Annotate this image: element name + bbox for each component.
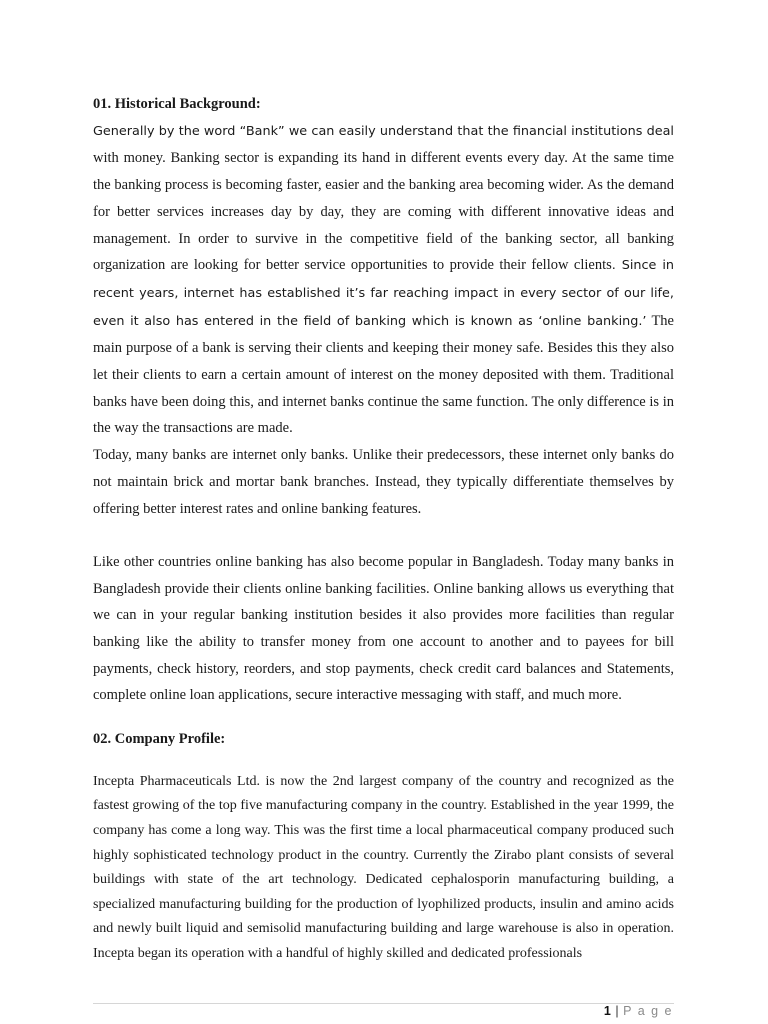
- page-content: [93, 91, 674, 967]
- paragraph-spacer: [93, 753, 674, 770]
- paragraph-banking-intro-part3: . Since in recent years, internet has established it’s far reaching impact in every sector of our life, even it also has entered in the field of banking which is known as ‘online banking.’: [93, 258, 674, 329]
- paragraph-spacer: [93, 709, 674, 726]
- paragraph-internet-only-banks: Today, many banks are internet only banks. Unlike their predecessors, these internet only banks do not maintain brick and mortar bank branches. Instead, they typically differentiate themselves by offering better interest rates and online banking features.: [93, 447, 674, 517]
- paragraph-banking-intro: [93, 118, 674, 442]
- page-footer: [604, 1004, 673, 1018]
- footer-separator: |: [615, 1004, 621, 1018]
- section-heading-company-profile: 02. Company Profile:: [93, 731, 226, 748]
- footer-divider: [93, 1003, 674, 1004]
- section-heading-historical-background: 01. Historical Background:: [93, 96, 261, 112]
- paragraph-company-profile: Incepta Pharmaceuticals Ltd. is now the 2nd largest company of the country and recognized as the fastest growing of the top five manufacturing company in the country. Established in the year 1999, the company has come a long way. This was the first time a local pharmaceutical company produced such highly sophisticated technology product in the country. Currently the Zirabo plant consists of several buildings with state of the art technology. Dedicated cephalosporin manufacturing building, a specialized manufacturing building for the production of lyophilized products, insulin and amino acids and newly built liquid and semisolid manufacturing building and large warehouse is also in operation. Incepta began its operation with a handful of highly skilled and dedicated professionals: [93, 773, 674, 962]
- paragraph-spacer: [93, 522, 674, 549]
- paragraph-banking-intro-part1: Generally by the word “Bank” we can easily understand that the financial institutions deal: [93, 123, 674, 139]
- paragraph-online-banking-bangladesh: Like other countries online banking has also become popular in Bangladesh. Today many banks in Bangladesh provide their clients online banking facilities. Online banking allows us everything that we can in your regular banking institution besides it also provides more facilities than regular banking like the ability to transfer money from one account to another and to payees for bill payments, check history, reorders, and stop payments, check credit card balances and Statements, complete online loan applications, secure interactive messaging with staff, and much more.: [93, 553, 674, 704]
- paragraph-banking-intro-part2: with money. Banking sector is expanding its hand in different events every day. At the same time the banking process is becoming faster, easier and the banking area becoming wider. As the demand for better services increases day by day, they are coming with different innovative ideas and management. In order to survive in the competitive field of the banking sector, all banking organization are looking for better service opportunities to provide their fellow clients: [93, 150, 674, 274]
- page-label: P a g e: [623, 1004, 673, 1018]
- page-number: 1: [603, 1004, 613, 1018]
- paragraph-banking-intro-part4: The main purpose of a bank is serving their clients and keeping their money safe. Besides this they also let their clients to earn a certain amount of interest on the money deposited with them. Traditional banks have been doing this, and internet banks continue the same function. The only difference is in the way the transactions are made.: [93, 312, 674, 437]
